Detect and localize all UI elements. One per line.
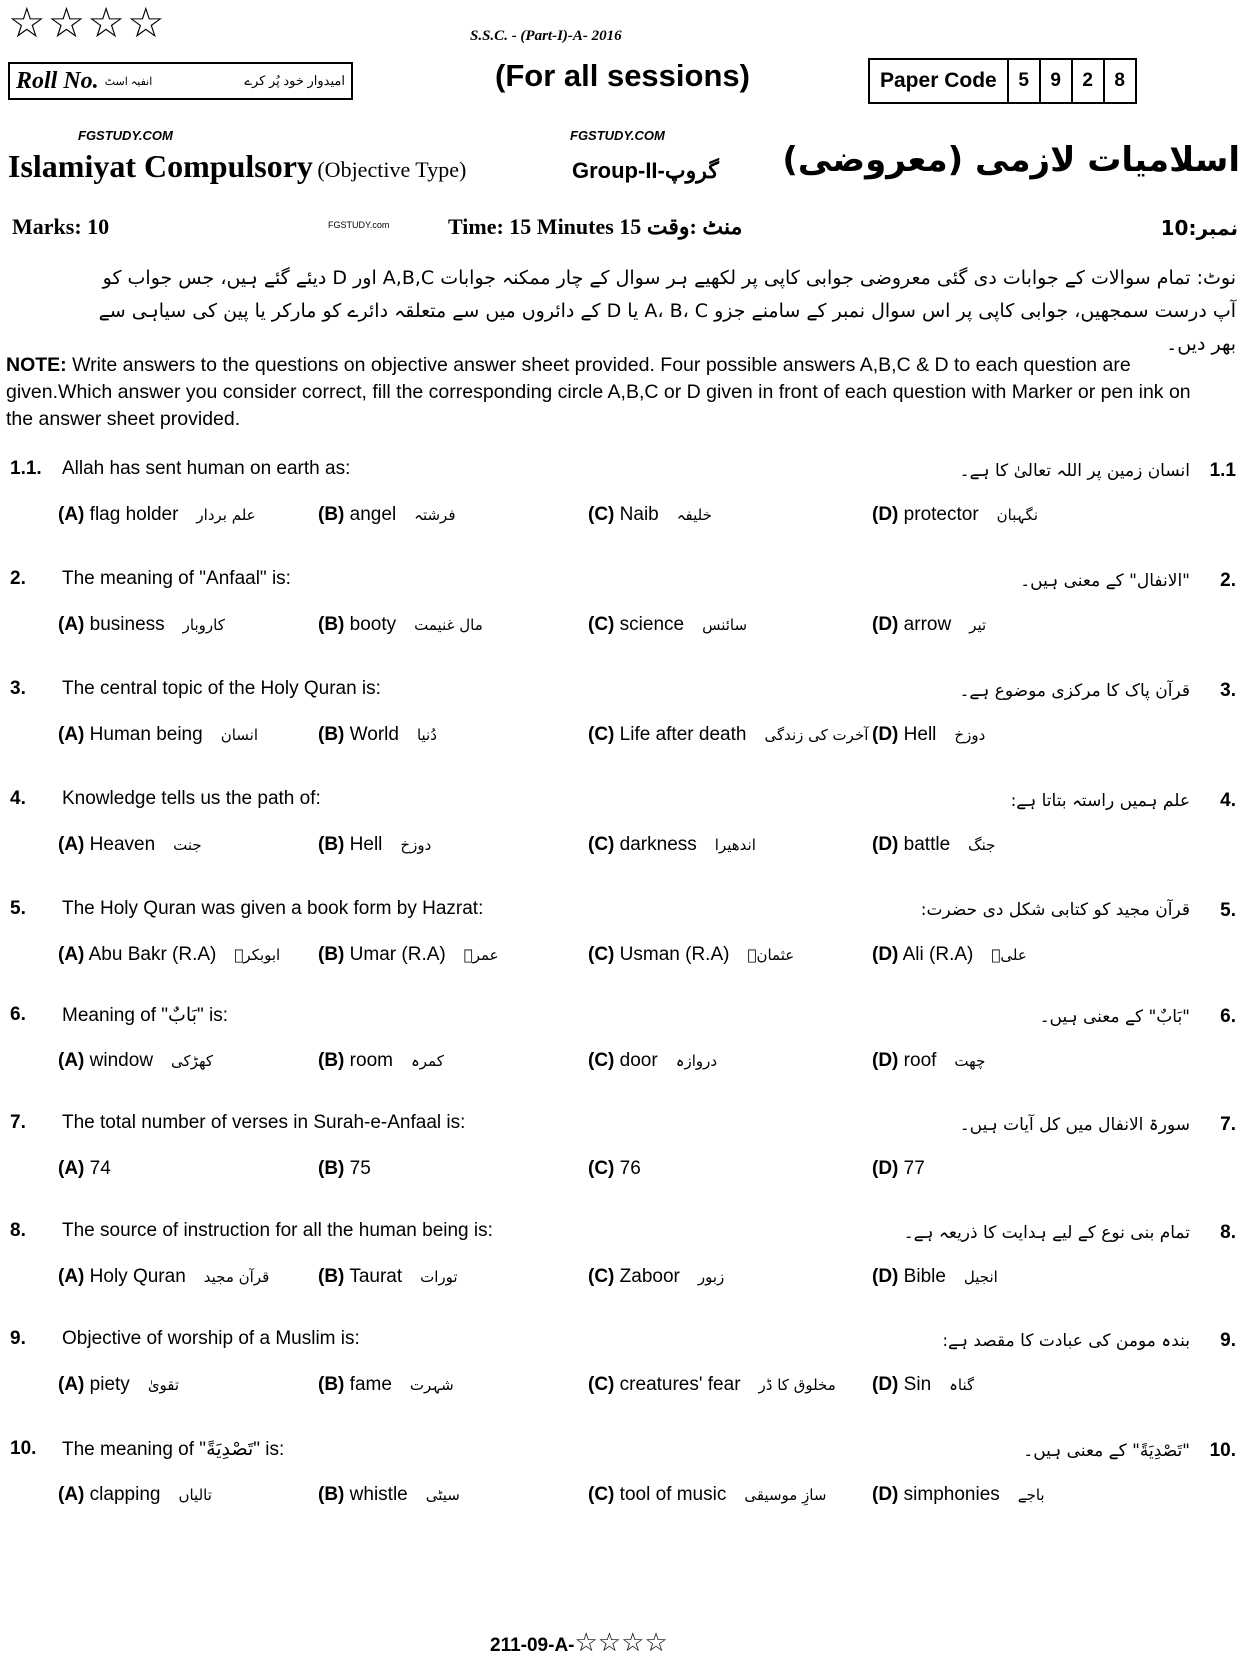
option-english: 74 xyxy=(89,1158,111,1179)
sessions-heading: (For all sessions) xyxy=(495,58,750,93)
group-label: Group-II-گروپ xyxy=(572,158,719,183)
option-letter: (D) xyxy=(872,724,899,745)
option-letter: (A) xyxy=(58,1158,85,1179)
answer-option xyxy=(588,1374,836,1396)
option-urdu: دوزخ xyxy=(954,726,986,744)
paper-code-digit: 9 xyxy=(1041,60,1073,102)
option-english: booty xyxy=(349,614,397,635)
answer-option xyxy=(318,724,437,746)
option-english: Holy Quran xyxy=(89,1266,186,1287)
option-urdu: سیٹی xyxy=(425,1486,460,1504)
option-english: room xyxy=(349,1050,393,1071)
answer-option xyxy=(872,724,985,746)
option-letter: (B) xyxy=(318,834,345,855)
question-urdu-text: علم ہمیں راستہ بتاتا ہے: xyxy=(1010,791,1190,811)
option-letter: (B) xyxy=(318,1050,345,1071)
footer-stars: ☆☆☆☆ xyxy=(574,1628,668,1658)
answer-option xyxy=(872,1158,943,1180)
option-letter: (B) xyxy=(318,724,345,745)
option-english: creatures' fear xyxy=(619,1374,741,1395)
option-letter: (B) xyxy=(318,504,345,525)
option-urdu: سائنس xyxy=(702,616,748,634)
option-english: angel xyxy=(349,504,397,525)
option-letter: (D) xyxy=(872,1158,899,1179)
option-letter: (A) xyxy=(58,1050,85,1071)
option-english: 77 xyxy=(903,1158,925,1179)
footer-code-text: 211-09-A- xyxy=(490,1635,575,1656)
option-letter: (A) xyxy=(58,834,85,855)
option-letter: (B) xyxy=(318,614,345,635)
question-number: 4. xyxy=(10,788,26,809)
option-letter: (C) xyxy=(588,1050,615,1071)
answer-option xyxy=(318,1484,460,1506)
answer-option xyxy=(58,1266,269,1288)
urdu-instructions: نوٹ: تمام سوالات کے جوابات دی گئی معروضی جوابی کاپی پر لکھیے ہر سوال کے چار ممکنہ جوابات A,B,C اور D دیئے گئے ہیں، جس جواب کو آپ درست سمجھیں، جوابی کاپی پر اس سوال نمبر کے سامنے جزو A، B، C یا D کے دائروں میں سے متعلقہ دائرے کو مارکر یا پین کی سیاہی سے بھر دیں۔ xyxy=(98,267,1236,355)
question-urdu-text: "الانفال" کے معنی ہیں۔ xyxy=(1020,571,1190,591)
question-item xyxy=(0,1220,1250,1330)
option-english: science xyxy=(619,614,685,635)
option-letter: (B) xyxy=(318,1374,345,1395)
option-urdu: تیر xyxy=(969,616,987,634)
question-item xyxy=(0,1112,1250,1222)
option-english: arrow xyxy=(903,614,952,635)
question-item xyxy=(0,788,1250,898)
answer-option xyxy=(318,614,483,636)
note-label: NOTE: xyxy=(6,354,67,376)
option-letter: (B) xyxy=(318,1266,345,1287)
answer-option xyxy=(318,834,431,856)
option-letter: (B) xyxy=(318,1484,345,1505)
question-item xyxy=(0,1438,1250,1548)
question-number-right: 7. xyxy=(1220,1114,1236,1135)
option-letter: (A) xyxy=(58,1484,85,1505)
english-instructions xyxy=(6,352,1206,433)
question-text: The source of instruction for all the human being is: xyxy=(62,1220,493,1241)
answer-option xyxy=(318,1050,444,1072)
option-urdu: اندھیرا xyxy=(714,836,756,854)
option-english: battle xyxy=(903,834,951,855)
option-letter: (D) xyxy=(872,944,899,965)
question-urdu-text: قرآن پاک کا مرکزی موضوع ہے۔ xyxy=(959,681,1190,701)
question-item xyxy=(0,458,1250,568)
option-letter: (D) xyxy=(872,1484,899,1505)
option-urdu: جنت xyxy=(173,836,202,854)
answer-option xyxy=(58,1484,212,1506)
answer-option xyxy=(58,614,225,636)
roll-number-box xyxy=(8,62,353,100)
option-urdu: کمرہ xyxy=(410,1052,444,1070)
question-number-right: 1.1 xyxy=(1209,460,1236,481)
question-number-right: 3. xyxy=(1220,680,1236,701)
answer-option xyxy=(58,1158,129,1180)
question-urdu-text: سورۃ الانفال میں کل آیات ہیں۔ xyxy=(959,1115,1190,1135)
answer-option xyxy=(872,834,995,856)
question-number-right: 8. xyxy=(1220,1222,1236,1243)
option-english: simphonies xyxy=(903,1484,1000,1505)
option-urdu: دُنیا xyxy=(416,726,437,744)
option-english: Zaboor xyxy=(619,1266,680,1287)
question-urdu-text: "تَصْدِيَةً" کے معنی ہیں۔ xyxy=(1023,1441,1190,1461)
option-urdu: سازِ موسیقی xyxy=(744,1486,827,1504)
option-urdu: عثمانؓ xyxy=(747,946,795,964)
question-urdu-text: انسان زمین پر اللہ تعالیٰ کا ہے۔ xyxy=(959,461,1190,481)
answer-option xyxy=(318,504,456,526)
question-urdu-text: بندہ مومن کی عبادت کا مقصد ہے: xyxy=(942,1331,1190,1351)
question-number: 10. xyxy=(10,1438,37,1459)
question-number-right: 9. xyxy=(1220,1330,1236,1351)
option-english: Life after death xyxy=(619,724,747,745)
option-english: tool of music xyxy=(619,1484,727,1505)
option-urdu: علیؓ xyxy=(991,946,1027,964)
watermark: FGSTUDY.COM xyxy=(78,128,173,143)
urdu-marks-label: نمبر:10 xyxy=(1160,216,1238,240)
answer-option xyxy=(58,1374,179,1396)
question-item xyxy=(0,1328,1250,1438)
answer-option xyxy=(588,614,747,636)
paper-type: (Objective Type) xyxy=(317,157,467,182)
answer-option xyxy=(318,944,499,966)
answer-option xyxy=(588,1484,826,1506)
option-urdu: کھڑکی xyxy=(171,1052,214,1070)
option-letter: (D) xyxy=(872,614,899,635)
answer-option xyxy=(58,944,280,966)
option-letter: (B) xyxy=(318,944,345,965)
option-letter: (C) xyxy=(588,1158,615,1179)
option-urdu: علم بردار xyxy=(196,506,256,524)
option-letter: (A) xyxy=(58,504,85,525)
option-urdu: تالیاں xyxy=(178,1486,212,1504)
option-english: flag holder xyxy=(89,504,179,525)
question-text: The central topic of the Holy Quran is: xyxy=(62,678,381,699)
option-letter: (D) xyxy=(872,1374,899,1395)
answer-option xyxy=(58,834,202,856)
option-urdu: آخرت کی زندگی xyxy=(764,726,869,744)
option-letter: (B) xyxy=(318,1158,345,1179)
question-number: 5. xyxy=(10,898,26,919)
answer-option xyxy=(58,504,256,526)
option-english: roof xyxy=(903,1050,937,1071)
roll-number-urdu-text: امیدوار خود پُر کرے xyxy=(244,73,345,88)
option-english: World xyxy=(349,724,399,745)
option-letter: (C) xyxy=(588,1266,615,1287)
option-urdu: فرشتہ xyxy=(414,506,456,524)
answer-option xyxy=(872,614,986,636)
option-english: Naib xyxy=(619,504,659,525)
question-text: Meaning of "بَابٌ" is: xyxy=(62,1005,229,1026)
option-letter: (C) xyxy=(588,944,615,965)
question-item xyxy=(0,678,1250,788)
option-urdu: زبور xyxy=(697,1268,725,1286)
subject-title xyxy=(8,148,466,185)
question-text: Knowledge tells us the path of: xyxy=(62,788,321,809)
time-label: Time: 15 Minutes 15 منٹ :وقت xyxy=(448,214,743,239)
answer-option xyxy=(872,944,1027,966)
answer-option xyxy=(318,1158,389,1180)
question-text: The meaning of "Anfaal" is: xyxy=(62,568,291,589)
option-urdu: شہرت xyxy=(409,1376,454,1394)
answer-option xyxy=(588,724,868,746)
option-english: Sin xyxy=(903,1374,932,1395)
question-urdu-text: تمام بنی نوع کے لیے ہدایت کا ذریعہ ہے۔ xyxy=(903,1223,1190,1243)
option-urdu: انجیل xyxy=(963,1268,998,1286)
option-english: 75 xyxy=(349,1158,371,1179)
question-text: Allah has sent human on earth as: xyxy=(62,458,351,479)
option-urdu: دروازہ xyxy=(675,1052,718,1070)
option-letter: (C) xyxy=(588,1484,615,1505)
paper-code-digit: 8 xyxy=(1114,70,1125,91)
option-urdu: دوزخ xyxy=(400,836,432,854)
question-number: 3. xyxy=(10,678,26,699)
answer-option xyxy=(872,1050,985,1072)
answer-option xyxy=(318,1266,458,1288)
question-number: 6. xyxy=(10,1004,26,1025)
option-letter: (D) xyxy=(872,1266,899,1287)
option-urdu: گناہ xyxy=(949,1376,975,1394)
option-english: whistle xyxy=(349,1484,408,1505)
option-letter: (D) xyxy=(872,504,899,525)
option-english: Abu Bakr (R.A) xyxy=(88,944,217,965)
option-english: Human being xyxy=(89,724,203,745)
roll-number-label: Roll No. xyxy=(16,67,99,94)
option-english: 76 xyxy=(619,1158,641,1179)
option-english: clapping xyxy=(89,1484,161,1505)
option-english: protector xyxy=(903,504,979,525)
answer-option xyxy=(588,834,756,856)
option-urdu: کاروبار xyxy=(182,616,225,634)
option-urdu: قرآن مجید xyxy=(203,1268,270,1286)
exam-code-text: S.S.C. - (Part-I)-A- 2016 xyxy=(470,28,622,44)
paper-code-label: Paper Code xyxy=(870,60,1009,102)
answer-option xyxy=(588,1050,717,1072)
paper-code-digit: 2 xyxy=(1073,60,1105,102)
option-urdu: چھت xyxy=(954,1052,986,1070)
option-urdu: عمرؓ xyxy=(463,946,499,964)
option-urdu: انسان xyxy=(220,726,259,744)
option-letter: (A) xyxy=(58,1266,85,1287)
option-letter: (C) xyxy=(588,504,615,525)
option-english: Heaven xyxy=(89,834,156,855)
answer-option xyxy=(58,1050,213,1072)
question-number: 9. xyxy=(10,1328,26,1349)
watermark: FGSTUDY.COM xyxy=(570,128,665,143)
option-english: Taurat xyxy=(349,1266,403,1287)
urdu-subject-title: اسلامیات لازمی (معروضی) xyxy=(782,140,1240,180)
question-number-right: 5. xyxy=(1220,900,1236,921)
option-urdu: مخلوق کا ڈر xyxy=(758,1376,836,1394)
option-letter: (D) xyxy=(872,834,899,855)
question-number-right: 2. xyxy=(1220,570,1236,591)
option-english: window xyxy=(89,1050,154,1071)
option-english: Bible xyxy=(903,1266,946,1287)
option-urdu: مال غنیمت xyxy=(414,616,483,634)
option-english: fame xyxy=(349,1374,392,1395)
subject-name: Islamiyat Compulsory xyxy=(8,148,313,184)
question-item xyxy=(0,568,1250,678)
question-number: 8. xyxy=(10,1220,26,1241)
answer-option xyxy=(872,504,1038,526)
option-english: Ali (R.A) xyxy=(902,944,974,965)
question-number-right: 10. xyxy=(1209,1440,1236,1461)
option-letter: (C) xyxy=(588,1374,615,1395)
answer-option xyxy=(318,1374,454,1396)
answer-option xyxy=(588,504,712,526)
question-text: Objective of worship of a Muslim is: xyxy=(62,1328,360,1349)
option-letter: (C) xyxy=(588,834,615,855)
answer-option xyxy=(872,1266,998,1288)
option-english: door xyxy=(619,1050,658,1071)
question-urdu-text: قرآن مجید کو کتابی شکل دی حضرت: xyxy=(920,900,1190,920)
option-letter: (A) xyxy=(58,724,85,745)
option-letter: (D) xyxy=(872,1050,899,1071)
footer-code xyxy=(490,1628,668,1658)
paper-code-digit: 5 xyxy=(1009,60,1041,102)
question-number: 2. xyxy=(10,568,26,589)
question-text: The meaning of "تَصْدِيَةً" is: xyxy=(62,1439,285,1460)
marks-label: Marks: 10 xyxy=(12,214,110,239)
option-english: darkness xyxy=(619,834,697,855)
option-english: piety xyxy=(89,1374,130,1395)
option-letter: (A) xyxy=(58,944,85,965)
question-number: 7. xyxy=(10,1112,26,1133)
question-item xyxy=(0,1004,1250,1114)
option-urdu: ابوبکرؓ xyxy=(234,946,281,964)
question-urdu-text: "بَابٌ" کے معنی ہیں۔ xyxy=(1039,1007,1190,1027)
answer-option xyxy=(588,1158,659,1180)
paper-code-box xyxy=(868,58,1137,104)
question-text: The Holy Quran was given a book form by Hazrat: xyxy=(62,898,484,919)
option-urdu: تقویٰ xyxy=(147,1376,180,1394)
option-english: Hell xyxy=(903,724,937,745)
note-text: Write answers to the questions on objective answer sheet provided. Four possible answers A,B,C & D to each question are given.Which answer you consider correct, fill the corresponding circle A,B,C or D given in front of each question with Marker or pen ink on the answer sheet provided. xyxy=(6,354,1191,430)
option-urdu: جنگ xyxy=(968,836,996,854)
option-letter: (A) xyxy=(58,1374,85,1395)
option-urdu: خلیفہ xyxy=(676,506,712,524)
answer-option xyxy=(872,1374,974,1396)
answer-option xyxy=(58,724,258,746)
option-letter: (A) xyxy=(58,614,85,635)
question-number-right: 6. xyxy=(1220,1006,1236,1027)
option-urdu: تورات xyxy=(420,1268,458,1286)
question-number: 1.1. xyxy=(10,458,42,479)
roll-number-small-text: انفیہ اسٹ xyxy=(104,75,153,88)
question-text: The total number of verses in Surah-e-Anfaal is: xyxy=(62,1112,466,1133)
option-letter: (C) xyxy=(588,724,615,745)
answer-option xyxy=(588,944,794,966)
answer-option xyxy=(872,1484,1045,1506)
option-english: Usman (R.A) xyxy=(619,944,730,965)
header-stars: ☆☆☆☆ xyxy=(8,0,167,47)
option-urdu: باجے xyxy=(1017,1486,1045,1504)
question-item xyxy=(0,898,1250,1008)
option-english: Hell xyxy=(349,834,383,855)
option-english: Umar (R.A) xyxy=(349,944,446,965)
option-english: business xyxy=(89,614,165,635)
option-urdu: نگہبان xyxy=(996,506,1039,524)
watermark: FGSTUDY.com xyxy=(328,220,390,230)
question-number-right: 4. xyxy=(1220,790,1236,811)
option-letter: (C) xyxy=(588,614,615,635)
answer-option xyxy=(588,1266,724,1288)
